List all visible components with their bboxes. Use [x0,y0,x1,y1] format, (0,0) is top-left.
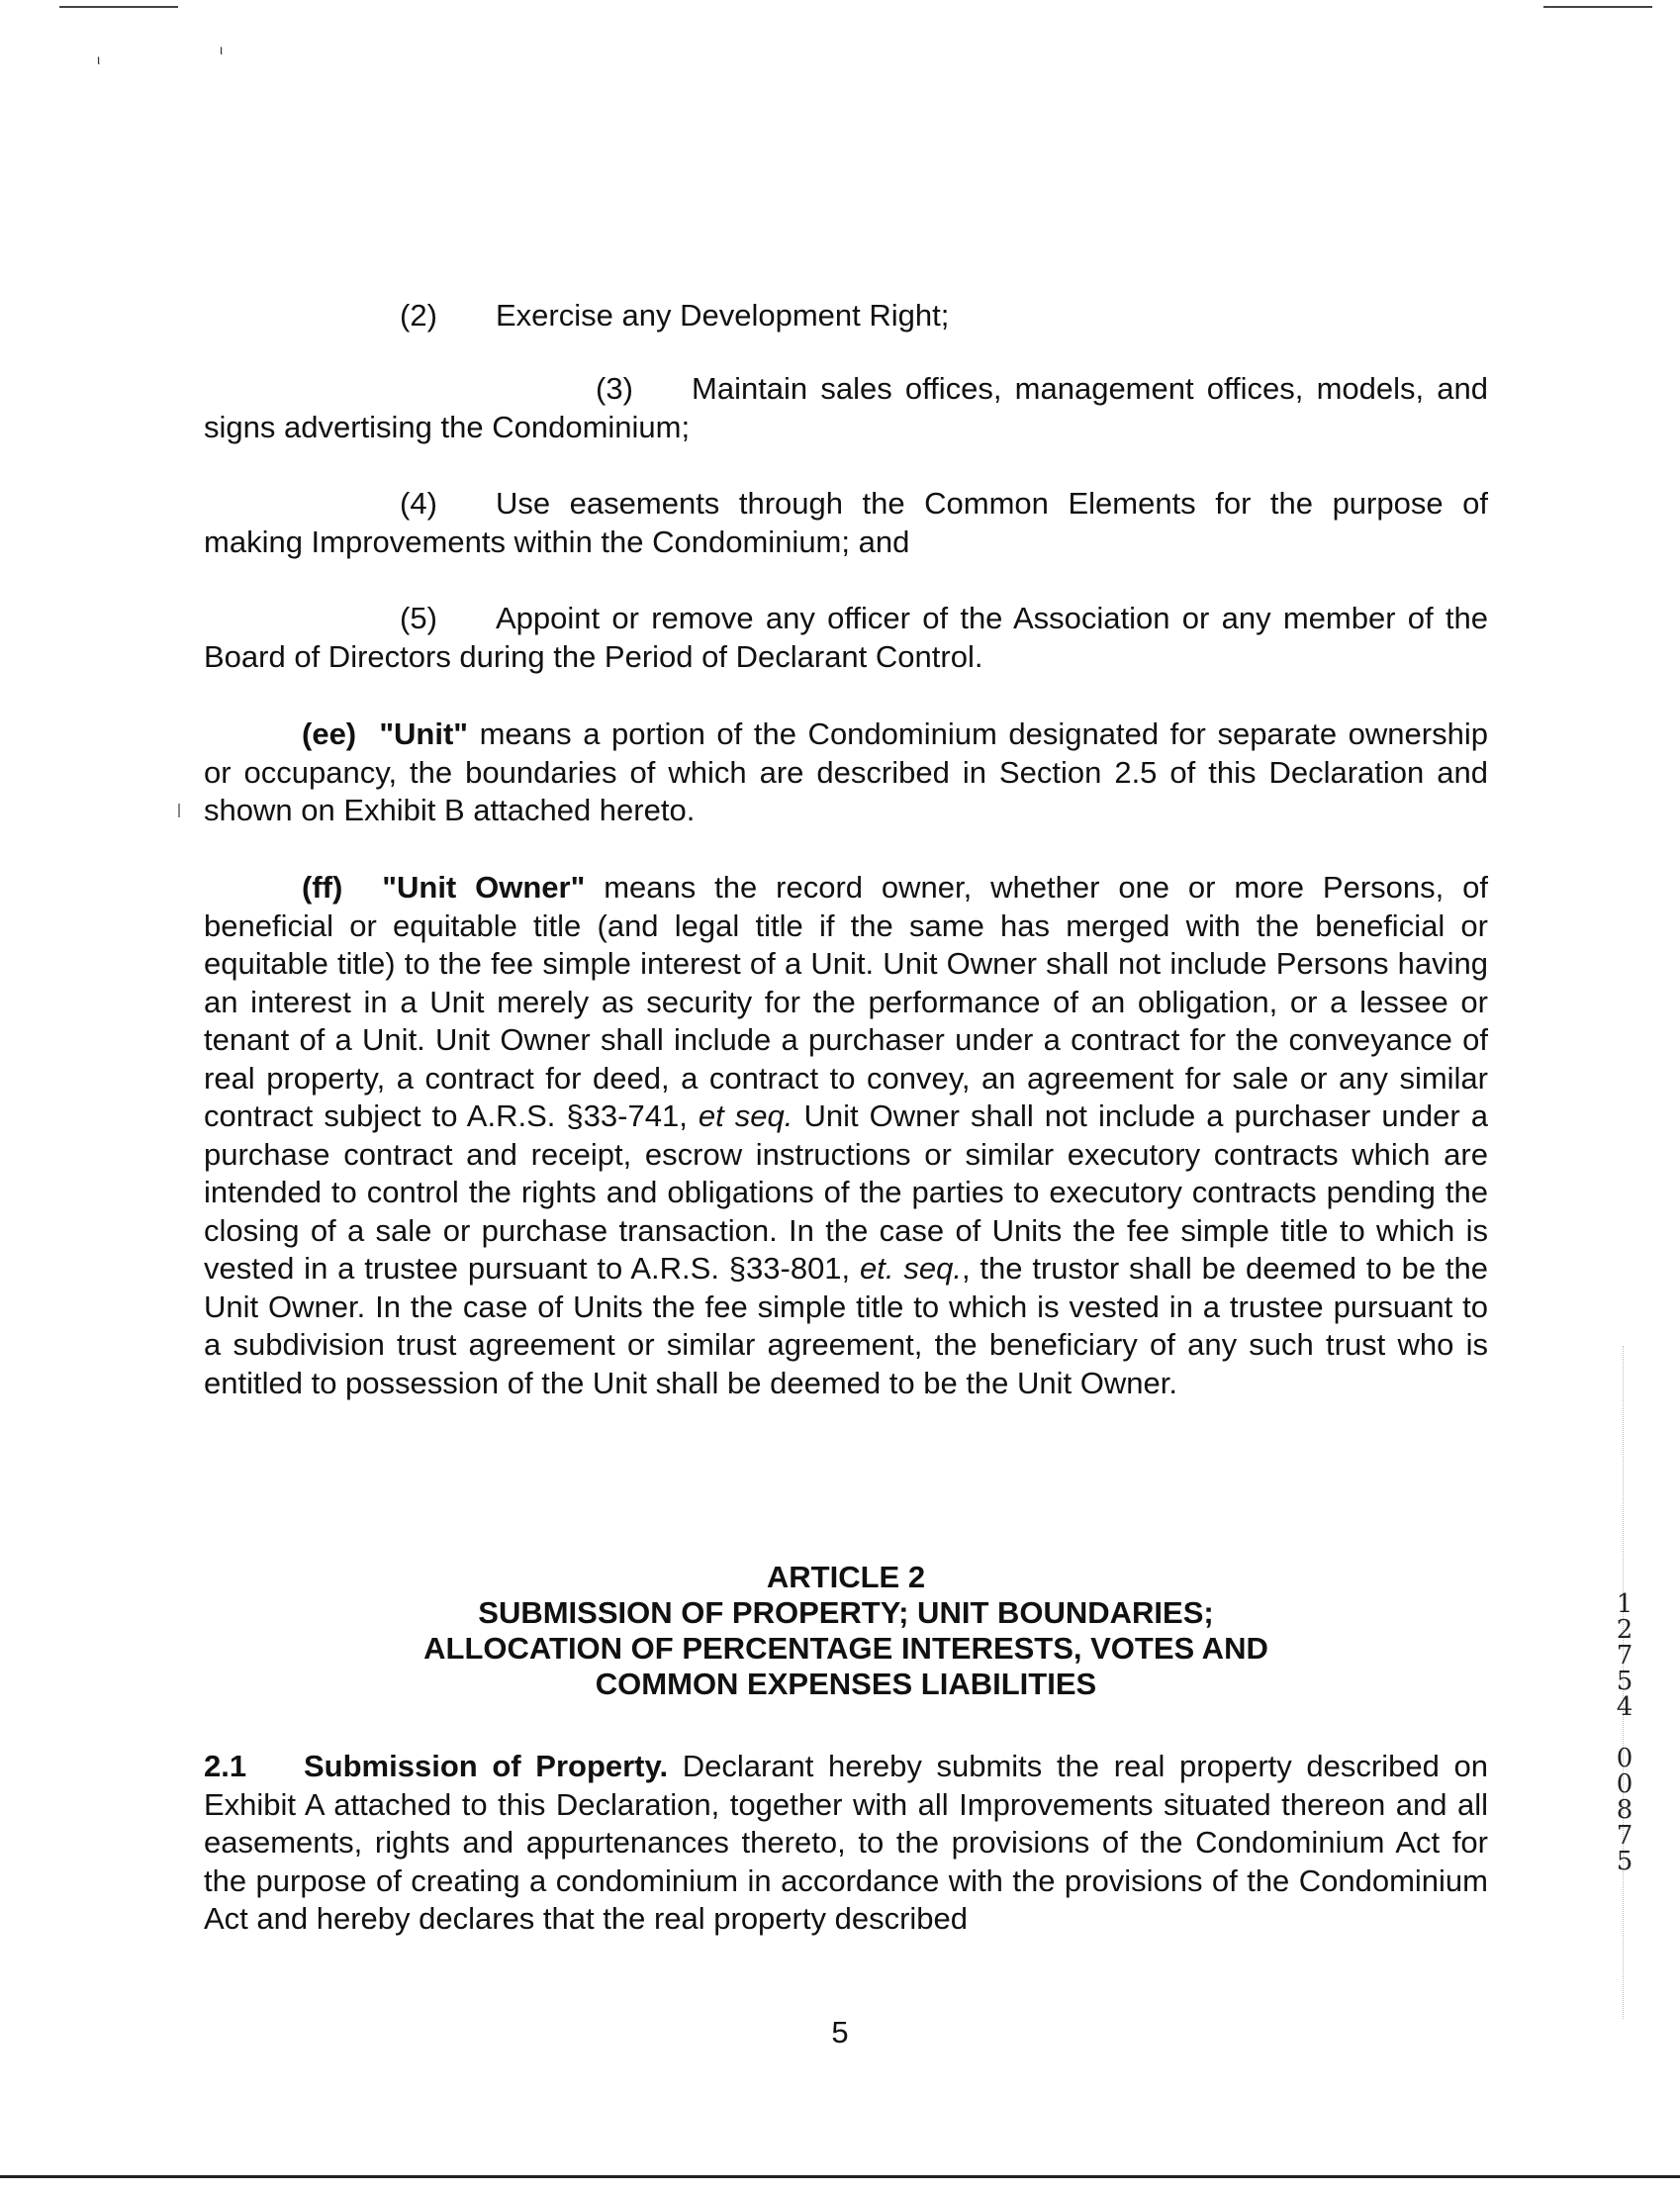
subitem-5 [204,600,1488,676]
subitem-number: (3) [596,371,633,406]
definition-text: means a portion of the Condominium designated for separate ownership or occupancy, the boundaries of which are described in Section 2.5 of this Declaration and shown on Exhibit B attached hereto. [204,716,1488,827]
article-heading [204,1560,1488,1702]
citation-italic: et. seq. [860,1251,962,1286]
stamp-digit: 7 [1616,1821,1633,1851]
subitem-text: Maintain sales offices, management offices, models, and signs advertising the Condominium; [204,371,1488,444]
subitem-number: (5) [400,601,437,635]
scan-speck: ι [220,42,224,57]
section-number: 2.1 [204,1749,247,1783]
stamp-digit: 2 [1616,1615,1633,1645]
subitem-3 [204,370,1488,446]
stamp-gap [1611,1720,1638,1746]
subitem-2 [204,297,1680,335]
scan-edge-top-right [1543,6,1652,8]
definition-label: (ff) [302,870,343,905]
subitem-text: Exercise any Development Right; [496,298,950,333]
recording-number-stamp [1611,1591,1638,1874]
definition-text: , the trustor shall be deemed to be the Unit Owner. In the case of Units the fee simple title to which is vested in a trustee pursuant to a subdivision trust agreement or similar agreement, the beneficiary of any such trust who is entitled to possession of the Unit shall be deemed to be the Unit Owner. [204,1251,1488,1400]
definition-term: "Unit Owner" [382,870,586,905]
section-2-1 [204,1748,1488,1939]
stamp-digit: 0 [1616,1744,1633,1773]
citation-italic: et seq. [698,1098,793,1133]
stamp-digit: 1 [1616,1589,1633,1619]
subitem-4 [204,485,1488,561]
stamp-digit: 7 [1616,1641,1633,1670]
subitem-text: Appoint or remove any officer of the Association or any member of the Board of Directors during the Period of Declarant Control. [204,601,1488,674]
definition-unit-owner [204,869,1488,1402]
scan-speck: ι [97,51,101,67]
page-number: 5 [831,2015,849,2050]
scan-mark [178,804,180,817]
section-title: Submission of Property. [304,1749,669,1783]
section-text: Declarant hereby submits the real property described on Exhibit A attached to this Declaration, together with all Improvements situated thereon and all easements, rights and appurtenances thereto, to the provisions of the Condominium Act for the purpose of creating a condominium in accordance with the provisions of the Condominium Act and hereby declares that the real property described [204,1749,1488,1936]
article-title: ARTICLE 2 [766,1560,926,1594]
stamp-digit: 5 [1616,1847,1633,1876]
definition-unit [204,716,1488,830]
scan-edge-bottom [0,2175,1680,2178]
stamp-digit: 8 [1616,1795,1633,1825]
article-subtitle: COMMON EXPENSES LIABILITIES [595,1667,1097,1701]
article-subtitle: ALLOCATION OF PERCENTAGE INTERESTS, VOTES AND [423,1631,1268,1666]
subitem-number: (4) [400,486,437,521]
stamp-digit: 4 [1616,1692,1633,1722]
definition-term: "Unit" [379,716,468,751]
definition-text: means the record owner, whether one or more Persons, of beneficial or equitable title (and legal title if the same has merged with the beneficial or equitable title) to the fee simple interest of a Unit. Unit Owner shall not include Persons having an interest in a Unit merely as security for the performance of an obligation, or a lessee or tenant of a Unit. Unit Owner shall include a purchaser under a contract for the conveyance of real property, a contract for deed, a contract to convey, an agreement for sale or any similar contract subject to A.R.S. §33-741, [204,870,1488,1133]
subitem-number: (2) [400,298,437,333]
stamp-digit: 0 [1616,1769,1633,1799]
definition-label: (ee) [302,716,357,751]
subitem-text: Use easements through the Common Elements for the purpose of making Improvements within the Condominium; and [204,486,1488,559]
stamp-digit: 5 [1616,1667,1633,1696]
article-subtitle: SUBMISSION OF PROPERTY; UNIT BOUNDARIES; [478,1595,1214,1630]
definition-text: Unit Owner shall not include a purchaser under a purchase contract and receipt, escrow instructions or similar executory contracts which are intended to control the rights and obligations of the parties to executory contracts pending the closing of a sale or purchase transaction. In the case of Units the fee simple title to which is vested in a trustee pursuant to A.R.S. §33-801, [204,1098,1489,1286]
scan-edge-top-left [59,6,178,8]
